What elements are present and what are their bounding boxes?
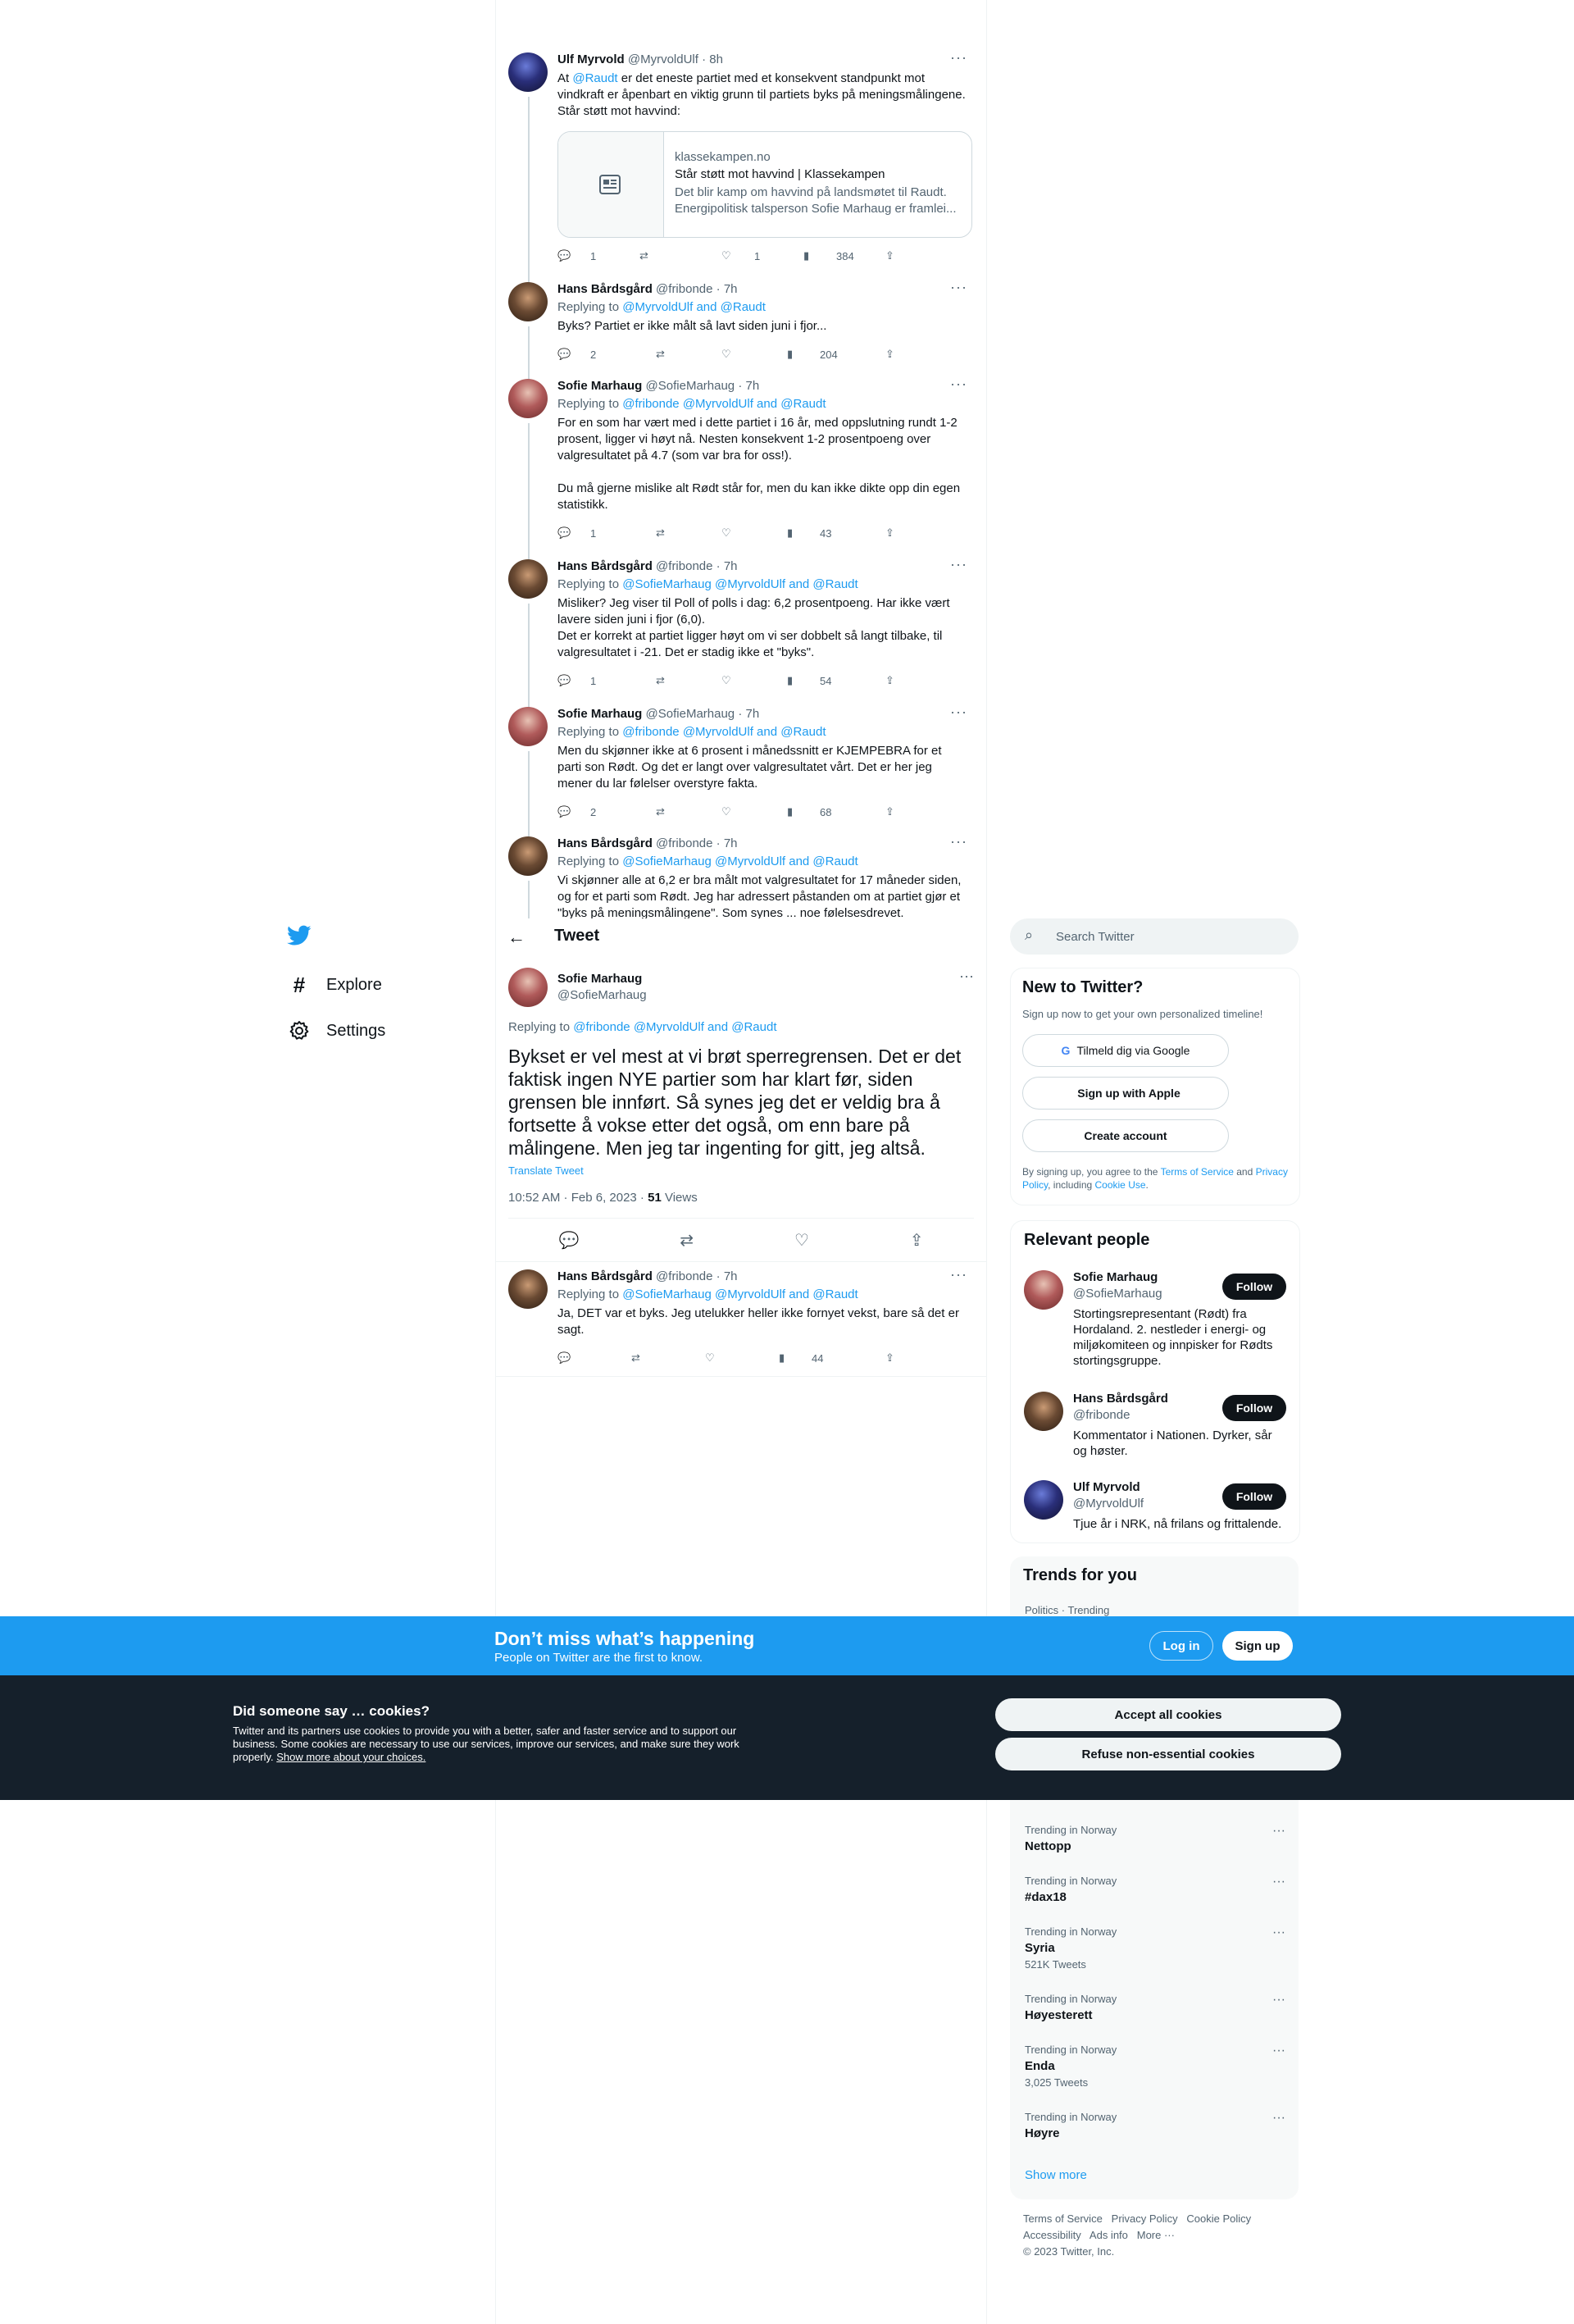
heart-icon: ♡: [721, 249, 731, 262]
panel-title: Relevant people: [1024, 1231, 1150, 1249]
reply-button[interactable]: 💬 2: [557, 805, 597, 818]
person-name[interactable]: Sofie Marhaug: [1073, 1270, 1158, 1284]
follow-button[interactable]: Follow: [1222, 1274, 1286, 1300]
share-icon[interactable]: ⇪: [909, 1231, 924, 1250]
more-icon[interactable]: ···: [1272, 1993, 1285, 2007]
twitter-logo-icon[interactable]: [287, 925, 312, 946]
author-handle[interactable]: @fribonde: [656, 1269, 713, 1283]
new-to-twitter-panel: [1010, 968, 1300, 1205]
tweet-time: 7h: [723, 282, 738, 296]
tweet-timestamp: 10:52 AM · Feb 6, 2023 · 51 Views: [508, 1191, 698, 1205]
retweet-icon: ⇄: [656, 805, 665, 818]
tweet-actions: [557, 804, 910, 820]
replying-to-links[interactable]: @SofieMarhaug @MyrvoldUlf and @Raudt: [622, 1287, 858, 1301]
mention-link[interactable]: @Raudt: [572, 71, 618, 85]
person-handle[interactable]: @SofieMarhaug: [1073, 1287, 1162, 1301]
search-icon: ⌕: [1025, 927, 1034, 943]
main-tweet-body: Bykset er vel mest at vi brøt sperregrensen. Det er det faktisk ingen NYE partier som har klart før, siden grensen ble innført. Så synes jeg det er veldig bra å fortsette å vokse etter det også, om enn bare på målingene. Men jeg tar ingenting for gitt, jeg altså.: [508, 1046, 962, 1159]
nav-settings[interactable]: [289, 1020, 385, 1041]
more-icon[interactable]: ···: [1272, 2111, 1285, 2125]
tweet-actions: [557, 1350, 910, 1366]
avatar[interactable]: [508, 968, 548, 1007]
clipped-thread-area: [0, 835, 1574, 918]
hashtag-icon: #: [293, 973, 306, 997]
heart-icon[interactable]: ♡: [794, 1231, 809, 1250]
reply-icon: 💬: [557, 526, 571, 539]
create-account-button[interactable]: Create account: [1022, 1119, 1229, 1152]
author-name[interactable]: Hans Bårdsgård: [557, 559, 653, 573]
nav-explore[interactable]: [289, 973, 382, 998]
more-icon[interactable]: ···: [950, 49, 967, 66]
replying-to: Replying to @SofieMarhaug @MyrvoldUlf and @Raudt: [557, 854, 858, 868]
views-icon: ▮: [787, 348, 794, 360]
more-icon[interactable]: ···: [959, 968, 974, 984]
replying-to-links[interactable]: @SofieMarhaug @MyrvoldUlf and @Raudt: [622, 854, 858, 868]
replying-to: Replying to @fribonde @MyrvoldUlf and @Raudt: [508, 1020, 777, 1034]
like-button[interactable]: [705, 1350, 730, 1366]
author-handle[interactable]: @fribonde: [656, 559, 713, 573]
author-handle[interactable]: @SofieMarhaug: [645, 707, 735, 721]
tweet-body: Ja, DET var et byks. Jeg utelukker heller ikke fornyet vekst, bare så det er sagt.: [557, 1306, 963, 1337]
author-handle[interactable]: @fribonde: [656, 282, 713, 296]
views-button[interactable]: ▮ 68: [787, 805, 832, 818]
retweet-button[interactable]: [656, 804, 680, 820]
share-icon: ⇪: [885, 805, 894, 818]
share-icon: ⇪: [885, 1351, 894, 1364]
share-button[interactable]: [885, 525, 910, 541]
terms-text: By signing up, you agree to the Terms of Service and Privacy Policy, including Cookie Use.: [1022, 1166, 1288, 1191]
views-button[interactable]: ▮ 204: [787, 348, 838, 361]
privacy-link[interactable]: Privacy Policy: [1022, 1166, 1288, 1191]
accept-cookies-button[interactable]: Accept all cookies: [995, 1698, 1341, 1731]
banner-title: Don’t miss what’s happening: [494, 1628, 755, 1649]
login-button[interactable]: Log in: [1149, 1631, 1213, 1661]
person-name[interactable]: Ulf Myrvold: [1073, 1480, 1140, 1494]
tweet-actions: [557, 346, 910, 362]
trend-item[interactable]: Trending in Norway Høyre ···: [1025, 2111, 1285, 2140]
author-name[interactable]: Hans Bårdsgård: [557, 836, 653, 850]
cookie-text: Twitter and its partners use cookies to provide you with a better, safer and faster service and to support our business. Some cookies are necessary to use our services, improve our services, and make sure they work properly. Show more about your choices.: [233, 1725, 739, 1763]
reply-button[interactable]: 💬 1: [557, 674, 597, 687]
reply-button[interactable]: 💬 2: [557, 348, 597, 361]
heart-icon: ♡: [705, 1351, 715, 1364]
trend-item[interactable]: Trending in Norway Høyesterett ···: [1025, 1993, 1285, 2022]
replying-to: Replying to @SofieMarhaug @MyrvoldUlf and @Raudt: [557, 1287, 858, 1301]
avatar[interactable]: [508, 707, 548, 746]
replying-to-links[interactable]: @fribonde @MyrvoldUlf and @Raudt: [622, 397, 826, 411]
views-icon: ▮: [787, 674, 794, 686]
views-count[interactable]: 51: [648, 1191, 662, 1205]
replying-to-links[interactable]: @SofieMarhaug @MyrvoldUlf and @Raudt: [622, 577, 858, 591]
avatar[interactable]: [508, 1269, 548, 1309]
share-icon: ⇪: [885, 674, 894, 686]
share-button[interactable]: [885, 346, 910, 362]
person-bio: Kommentator i Nationen. Dyrker, sår og høster.: [1073, 1429, 1272, 1458]
cookie-title: Did someone say … cookies?: [233, 1703, 430, 1719]
refuse-cookies-button[interactable]: Refuse non-essential cookies: [995, 1738, 1341, 1770]
tweet-header: Hans Bårdsgård @fribonde · 7h: [557, 836, 738, 850]
author-name[interactable]: Hans Bårdsgård: [557, 1269, 653, 1283]
cookie-use-link[interactable]: Cookie Use: [1094, 1179, 1146, 1191]
author-handle[interactable]: @MyrvoldUlf: [627, 52, 698, 66]
follow-button[interactable]: Follow: [1222, 1395, 1286, 1421]
avatar[interactable]: [508, 836, 548, 876]
retweet-button[interactable]: [656, 672, 680, 689]
thread-line: [528, 881, 530, 918]
more-icon[interactable]: ···: [950, 835, 967, 850]
footer-ads[interactable]: Ads info: [1089, 2229, 1128, 2241]
link-card[interactable]: [557, 131, 972, 238]
nav-settings-label: Settings: [326, 1021, 386, 1040]
reply-button[interactable]: 💬 1: [557, 526, 597, 540]
reply-icon: 💬: [557, 674, 571, 686]
reply-button[interactable]: [557, 1350, 582, 1366]
like-button[interactable]: [721, 672, 746, 689]
more-icon[interactable]: ···: [1272, 1875, 1285, 1889]
footer-cookie[interactable]: Cookie Policy: [1186, 2212, 1252, 2225]
retweet-icon: ⇄: [656, 348, 665, 360]
apple-signup-button[interactable]: Sign up with Apple: [1022, 1077, 1229, 1110]
tweet-header: Sofie Marhaug @SofieMarhaug · 7h: [557, 379, 760, 393]
retweet-button[interactable]: [656, 525, 680, 541]
views-button[interactable]: ▮ 54: [787, 674, 832, 687]
more-icon[interactable]: ···: [1272, 1824, 1285, 1838]
thread-area: [0, 0, 1574, 918]
translate-link[interactable]: Translate Tweet: [508, 1164, 584, 1177]
signup-button[interactable]: Sign up: [1222, 1631, 1293, 1661]
retweet-button[interactable]: [656, 346, 680, 362]
panel-subtitle: Sign up now to get your own personalized timeline!: [1022, 1008, 1263, 1020]
avatar[interactable]: [508, 52, 548, 92]
google-icon: G: [1061, 1044, 1071, 1057]
tweet-body: Byks? Partiet er ikke målt så lavt siden juni i fjor...: [557, 319, 827, 333]
thread-line: [528, 97, 530, 285]
thread-tweet[interactable]: [508, 49, 969, 262]
tweet-actions: [557, 525, 910, 541]
more-icon[interactable]: ···: [950, 376, 967, 392]
person-bio: Tjue år i NRK, nå frilans og frittalende.: [1073, 1517, 1282, 1531]
more-icon[interactable]: ···: [950, 704, 967, 720]
divider: [496, 1261, 986, 1262]
thread-line: [528, 604, 530, 718]
card-title: Står støtt mot havvind | Klassekampen: [675, 167, 885, 181]
tweet-time[interactable]: 8h: [709, 52, 723, 66]
replying-to: Replying to @fribonde @MyrvoldUlf and @Raudt: [557, 397, 826, 411]
footer-links: [1023, 2211, 1294, 2260]
share-icon: ⇪: [885, 249, 894, 262]
heart-icon: ♡: [721, 805, 731, 818]
more-icon[interactable]: ···: [950, 279, 967, 295]
reply-button[interactable]: 💬 1: [557, 249, 597, 262]
share-icon: ⇪: [885, 526, 894, 539]
relevant-people-panel: [1010, 1220, 1300, 1543]
views-icon: ▮: [787, 805, 794, 818]
main-tweet-actions: [508, 1219, 974, 1261]
tweet-header: Ulf Myrvold @MyrvoldUlf · 8h: [557, 52, 723, 66]
person-handle[interactable]: @fribonde: [1073, 1408, 1130, 1422]
show-more-link[interactable]: Show more: [1025, 2168, 1087, 2182]
trend-item[interactable]: Trending in Norway #dax18 ···: [1025, 1875, 1285, 1904]
tweet-body: Men du skjønner ikke at 6 prosent i månedssnitt er KJEMPEBRA for et parti son Rødt. Og det er langt over valgresultatet vårt. Det er her jeg mener du lar følelser overstyre fakta.: [557, 744, 945, 791]
like-button[interactable]: [721, 346, 746, 362]
more-icon[interactable]: ···: [950, 1266, 967, 1283]
trend-item[interactable]: Trending in Norway Enda 3,025 Tweets ···: [1025, 2044, 1285, 2089]
panel-title: New to Twitter?: [1022, 978, 1144, 996]
card-domain: klassekampen.no: [675, 150, 771, 164]
divider: [496, 1376, 986, 1377]
page-title: Tweet: [554, 927, 600, 945]
author-handle[interactable]: @SofieMarhaug: [645, 379, 735, 393]
author-handle[interactable]: @fribonde: [656, 836, 713, 850]
tweet-header: Hans Bårdsgård @fribonde · 7h: [557, 559, 738, 573]
reply-icon: 💬: [557, 249, 571, 262]
views-icon: ▮: [803, 249, 810, 262]
views-icon: ▮: [779, 1351, 785, 1364]
cookie-choices-link[interactable]: Show more about your choices.: [276, 1751, 426, 1763]
author-name[interactable]: Sofie Marhaug: [557, 972, 643, 986]
thread-line: [528, 326, 530, 387]
reply-icon: 💬: [557, 348, 571, 360]
tweet-body: For en som har vært med i dette partiet i 16 år, med oppslutning rundt 1-2 prosent, ligger vi høyt nå. Nesten konsekvent 1-2 prosentpoeng over valgresultatet på 4.7 (som var bra for oss!). Du må gjerne mislike alt Rødt står for, men du kan ikke dikte opp din egen statistikk.: [557, 416, 961, 512]
avatar[interactable]: [508, 282, 548, 321]
views-icon: ▮: [787, 526, 794, 539]
like-button[interactable]: ♡ 1: [721, 249, 761, 262]
tweet-body: Misliker? Jeg viser til Poll of polls i dag: 6,2 prosentpoeng. Har ikke vært lavere siden juni i fjor (6,0). Det er korrekt at partiet ligger høyt om vi ser dobbelt så langt tilbake, til valgresultatet i -21. Det er stadig ikke et "byks".: [557, 596, 950, 659]
tweet-time: 7h: [723, 1269, 738, 1283]
tweet-time: 7h: [723, 559, 738, 573]
heart-icon: ♡: [721, 674, 731, 686]
card-thumbnail: [558, 132, 664, 237]
replying-to-links[interactable]: @MyrvoldUlf and @Raudt: [622, 300, 766, 314]
heart-icon: ♡: [721, 348, 731, 360]
trend-category: Politics · Trending: [1025, 1604, 1110, 1616]
views-button[interactable]: ▮ 384: [803, 249, 854, 262]
share-button[interactable]: [885, 248, 910, 264]
views-button[interactable]: ▮ 44: [779, 1351, 824, 1365]
retweet-icon[interactable]: ⇄: [680, 1231, 694, 1250]
banner-subtitle: People on Twitter are the first to know.: [494, 1651, 703, 1665]
replying-to-links[interactable]: @fribonde @MyrvoldUlf and @Raudt: [622, 725, 826, 739]
heart-icon: ♡: [721, 526, 731, 539]
avatar[interactable]: [508, 379, 548, 418]
more-icon[interactable]: ···: [1272, 2044, 1285, 2057]
reply-icon: 💬: [557, 805, 571, 818]
more-icon[interactable]: ···: [950, 556, 967, 572]
author-name[interactable]: Sofie Marhaug: [557, 707, 643, 721]
avatar[interactable]: [1024, 1392, 1063, 1431]
signup-banner: [0, 1616, 1574, 1675]
avatar[interactable]: [508, 559, 548, 599]
retweet-button[interactable]: [631, 1350, 656, 1366]
footer-tos[interactable]: Terms of Service: [1023, 2212, 1103, 2225]
avatar[interactable]: [1024, 1480, 1063, 1520]
tweet-time: 7h: [745, 379, 760, 393]
tweet-header: Hans Bårdsgård @fribonde · 7h: [557, 1269, 738, 1283]
author-handle[interactable]: @SofieMarhaug: [557, 988, 647, 1002]
terms-link[interactable]: Terms of Service: [1160, 1166, 1234, 1178]
tweet-actions: [557, 248, 910, 264]
tweet-body: At @Raudt er det eneste partiet med et konsekvent standpunkt mot vindkraft er åpenbart en viktig grunn til partiets byks på meningsmålingene. Står støtt mot havvind:: [557, 71, 969, 118]
person-bio: Stortingsrepresentant (Rødt) fra Hordaland. 2. nestleder i energi- og miljøkomiteen og innpisker for Rødts stortingsgruppe.: [1073, 1307, 1273, 1368]
footer-more[interactable]: More ···: [1136, 2229, 1175, 2241]
share-button[interactable]: [885, 1350, 910, 1366]
replying-to: Replying to @SofieMarhaug @MyrvoldUlf and @Raudt: [557, 577, 858, 591]
reply-icon: 💬: [557, 1351, 571, 1364]
footer-privacy[interactable]: Privacy Policy: [1111, 2212, 1178, 2225]
tweet-time: 7h: [745, 707, 760, 721]
person-handle[interactable]: @MyrvoldUlf: [1073, 1497, 1144, 1511]
thread-line: [528, 423, 530, 571]
tweet-header-bar: [496, 918, 986, 962]
views-button[interactable]: ▮ 43: [787, 526, 832, 540]
back-arrow-icon[interactable]: ←: [507, 927, 525, 947]
retweet-icon: ⇄: [639, 249, 648, 262]
author-name[interactable]: Sofie Marhaug: [557, 379, 643, 393]
search-placeholder: Search Twitter: [1056, 930, 1135, 944]
tweet-time: 7h: [723, 836, 738, 850]
footer-accessibility[interactable]: Accessibility: [1023, 2229, 1081, 2241]
panel-title: Trends for you: [1023, 1566, 1137, 1584]
follow-button[interactable]: Follow: [1222, 1483, 1286, 1510]
retweet-icon: ⇄: [631, 1351, 640, 1364]
share-button[interactable]: [885, 804, 910, 820]
search-input[interactable]: [1010, 918, 1299, 955]
author-name[interactable]: Ulf Myrvold: [557, 52, 625, 66]
replying-to-links[interactable]: @fribonde @MyrvoldUlf and @Raudt: [573, 1020, 777, 1034]
cookie-consent-bar: [0, 1675, 1574, 1800]
tweet-actions: [557, 672, 910, 689]
retweet-icon: ⇄: [656, 526, 665, 539]
gear-icon: [289, 1020, 310, 1041]
like-button[interactable]: [721, 804, 746, 820]
replying-to: Replying to @fribonde @MyrvoldUlf and @Raudt: [557, 725, 826, 739]
retweet-icon: ⇄: [656, 674, 665, 686]
footer-copyright: © 2023 Twitter, Inc.: [1023, 2245, 1115, 2258]
share-icon: ⇪: [885, 348, 894, 360]
tweet-body: Vi skjønner alle at 6,2 er bra målt mot valgresultatet for 17 måneder siden, og for et parti som Rødt. Jeg har adressert påstanden om at partiet gjør et "byks på meningsmålingene". Som synes ... noe følelsesdrevet.: [557, 873, 965, 918]
author-name[interactable]: Hans Bårdsgård: [557, 282, 653, 296]
trend-item[interactable]: Trending in Norway Syria 521K Tweets ···: [1025, 1925, 1285, 1971]
nav-explore-label: Explore: [326, 976, 382, 994]
retweet-button[interactable]: [639, 248, 697, 264]
tweet-header: Sofie Marhaug @SofieMarhaug · 7h: [557, 707, 760, 721]
more-icon[interactable]: ···: [1272, 1925, 1285, 1939]
tweet-header: Hans Bårdsgård @fribonde · 7h: [557, 282, 738, 296]
trend-item[interactable]: Trending in Norway Nettopp ···: [1025, 1824, 1285, 1853]
avatar[interactable]: [1024, 1270, 1063, 1310]
like-button[interactable]: [721, 525, 746, 541]
share-button[interactable]: [885, 672, 910, 689]
person-name[interactable]: Hans Bårdsgård: [1073, 1392, 1168, 1406]
reply-icon[interactable]: 💬: [558, 1231, 580, 1250]
replying-to: Replying to @MyrvoldUlf and @Raudt: [557, 300, 766, 314]
google-signup-button[interactable]: G Tilmeld dig via Google: [1022, 1034, 1229, 1067]
card-description: Det blir kamp om havvind på landsmøtet til Raudt. Energipolitisk talsperson Sofie Marhaug er framlei...: [675, 185, 957, 216]
article-icon: [599, 175, 621, 194]
